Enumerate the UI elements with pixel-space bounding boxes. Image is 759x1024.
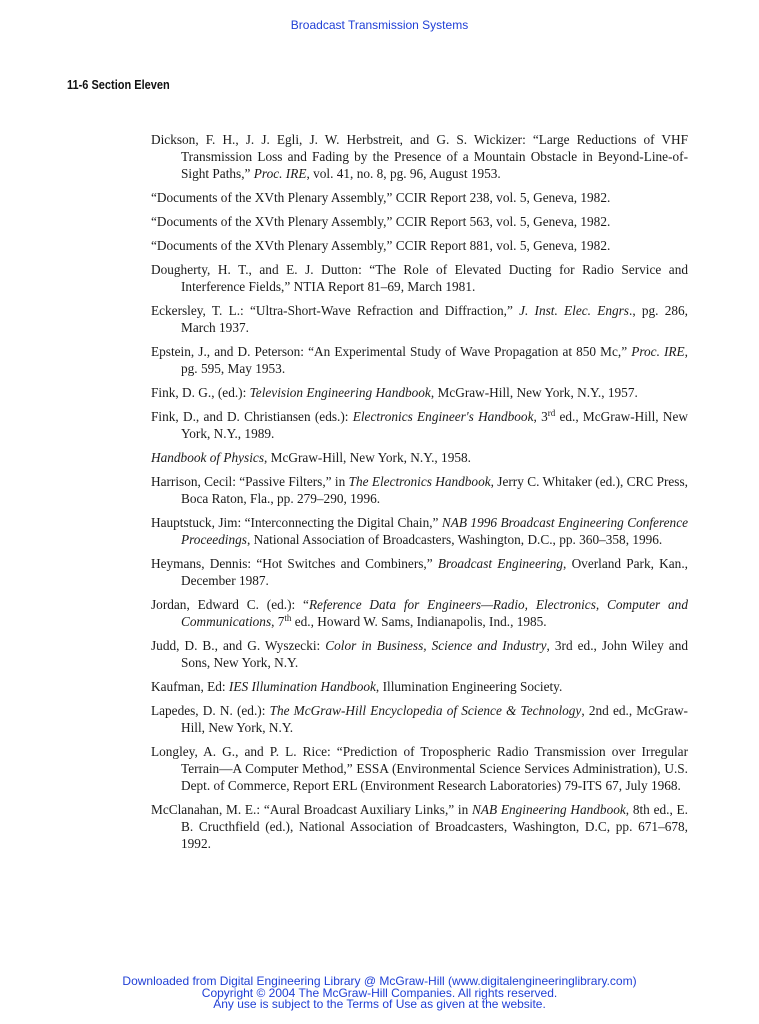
reference-title: NAB 1996 Broadcast Engineering Conference Proceedings (181, 515, 688, 547)
top-banner[interactable]: Broadcast Transmission Systems (290, 18, 469, 32)
ordinal-suffix: rd (547, 408, 556, 418)
reference-text: Epstein, J., and D. Peterson: “An Experimental Study of Wave Propagation at 850 Mc,” (151, 344, 632, 359)
reference-entry (151, 213, 688, 230)
reference-entry (151, 302, 688, 336)
footer-download-link[interactable]: Downloaded from Digital Engineering Library @ McGraw-Hill (www.digitalengineeringlibrary.com) (122, 974, 637, 988)
reference-text: , McGraw-Hill, New York, N.Y., 1958. (264, 450, 471, 465)
reference-text: Fink, D., and D. Christiansen (eds.): (151, 409, 353, 424)
footer (0, 976, 759, 1011)
reference-text: Fink, D. G., (ed.): (151, 385, 250, 400)
reference-text: Kaufman, Ed: (151, 679, 229, 694)
reference-title: Television Engineering Handbook (249, 385, 431, 400)
reference-text: ed., McGraw-Hill, New York, N.Y., 1989. (181, 409, 688, 441)
footer-copyright: Copyright © 2004 The McGraw-Hill Companies. All rights reserved. (201, 985, 558, 1000)
reference-title: Electronics Engineer's Handbook (352, 409, 534, 424)
reference-entry (151, 261, 688, 295)
reference-entry (151, 408, 688, 442)
reference-entry (151, 678, 688, 695)
reference-text: “Documents of the XVth Plenary Assembly,” CCIR Report 563, vol. 5, Geneva, 1982. (151, 214, 611, 229)
reference-entry (151, 743, 688, 794)
reference-text: , Overland Park, Kan., December 1987. (181, 556, 688, 588)
reference-title: Proc. IRE (253, 166, 307, 181)
reference-title: Reference Data for Engineers—Radio, Electronics, Computer and Communications (181, 597, 688, 629)
reference-entry (151, 555, 688, 589)
reference-text: , National Association of Broadcasters, Washington, D.C., pp. 360–358, 1996. (246, 532, 663, 547)
section-header: 11-6 Section Eleven (67, 78, 170, 92)
reference-title: IES Illumination Handbook (228, 679, 376, 694)
reference-text: Jordan, Edward C. (ed.): “ (151, 597, 309, 612)
reference-text: ., pg. 286, March 1937. (181, 303, 689, 335)
reference-text: Longley, A. G., and P. L. Rice: “Prediction of Tropospheric Radio Transmission over Irregular Terrain—A Computer Method,” ESSA (Environmental Science Services Administration), U.S. Dept. of Commerce, Report ERL (Environment Research Laboratories) 79-ITS 67, July 1968. (151, 744, 688, 793)
reference-entry (151, 473, 688, 507)
reference-entry (151, 801, 688, 852)
reference-text: , 8th ed., E. B. Cructhfield (ed.), National Association of Broadcasters, Washington, D.C, pp. 671–678, 1992. (181, 802, 688, 851)
reference-title: Color in Business, Science and Industry (325, 638, 547, 653)
reference-text: , Illumination Engineering Society. (375, 679, 563, 694)
reference-entry (151, 384, 688, 401)
reference-title: The McGraw-Hill Encyclopedia of Science & Technology (269, 703, 582, 718)
reference-text: Eckersley, T. L.: “Ultra-Short-Wave Refraction and Diffraction,” (151, 303, 520, 318)
footer-terms-link[interactable]: Any use is subject to the Terms of Use as given at the website. (213, 997, 546, 1011)
reference-title: Broadcast Engineering (437, 556, 564, 571)
reference-text: , Jerry C. Whitaker (ed.), CRC Press, Boca Raton, Fla., pp. 279–290, 1996. (181, 474, 688, 506)
reference-entry (151, 237, 688, 254)
reference-text: Dougherty, H. T., and E. J. Dutton: “The Role of Elevated Ducting for Radio Service and Interference Fields,” NTIA Report 81–69, March 1981. (151, 262, 688, 294)
reference-entry (151, 449, 688, 466)
reference-entry (151, 596, 688, 630)
reference-text: “Documents of the XVth Plenary Assembly,” CCIR Report 238, vol. 5, Geneva, 1982. (151, 190, 611, 205)
reference-list (151, 131, 688, 859)
reference-text: , 3 (533, 409, 548, 424)
reference-entry (151, 343, 688, 377)
reference-title: Proc. IRE (631, 344, 685, 359)
reference-text: , pg. 595, May 1953. (181, 344, 688, 376)
reference-entry (151, 702, 688, 736)
reference-entry (151, 189, 688, 206)
reference-entry (151, 637, 688, 671)
reference-text: McClanahan, M. E.: “Aural Broadcast Auxiliary Links,” in (151, 802, 473, 817)
reference-text: Hauptstuck, Jim: “Interconnecting the Digital Chain,” (151, 515, 442, 530)
reference-title: The Electronics Handbook (348, 474, 491, 489)
reference-text: Lapedes, D. N. (ed.): (151, 703, 270, 718)
reference-text: , McGraw-Hill, New York, N.Y., 1957. (430, 385, 638, 400)
reference-entry (151, 514, 688, 548)
reference-text: , 3rd ed., John Wiley and Sons, New York, N.Y. (181, 638, 688, 670)
reference-text: , vol. 41, no. 8, pg. 96, August 1953. (306, 166, 501, 181)
reference-text: ed., Howard W. Sams, Indianapolis, Ind., 1985. (291, 614, 547, 629)
reference-text: Harrison, Cecil: “Passive Filters,” in (151, 474, 349, 489)
reference-entry (151, 131, 688, 182)
reference-title: Handbook of Physics (151, 450, 265, 465)
reference-title: NAB Engineering Handbook (472, 802, 626, 817)
reference-text: , 7 (271, 614, 285, 629)
reference-text: “Documents of the XVth Plenary Assembly,” CCIR Report 881, vol. 5, Geneva, 1982. (151, 238, 611, 253)
reference-text: , 2nd ed., McGraw-Hill, New York, N.Y. (181, 703, 688, 735)
reference-text: Judd, D. B., and G. Wyszecki: (151, 638, 326, 653)
reference-title: J. Inst. Elec. Engrs (519, 303, 629, 318)
reference-text: Heymans, Dennis: “Hot Switches and Combiners,” (151, 556, 438, 571)
ordinal-suffix: th (284, 613, 292, 623)
reference-text: Dickson, F. H., J. J. Egli, J. W. Herbstreit, and G. S. Wickizer: “Large Reductions of VHF Transmission Loss and Fading by the Presence of a Mountain Obstacle in Beyond-Line-of-Sight Paths,” (151, 132, 688, 181)
